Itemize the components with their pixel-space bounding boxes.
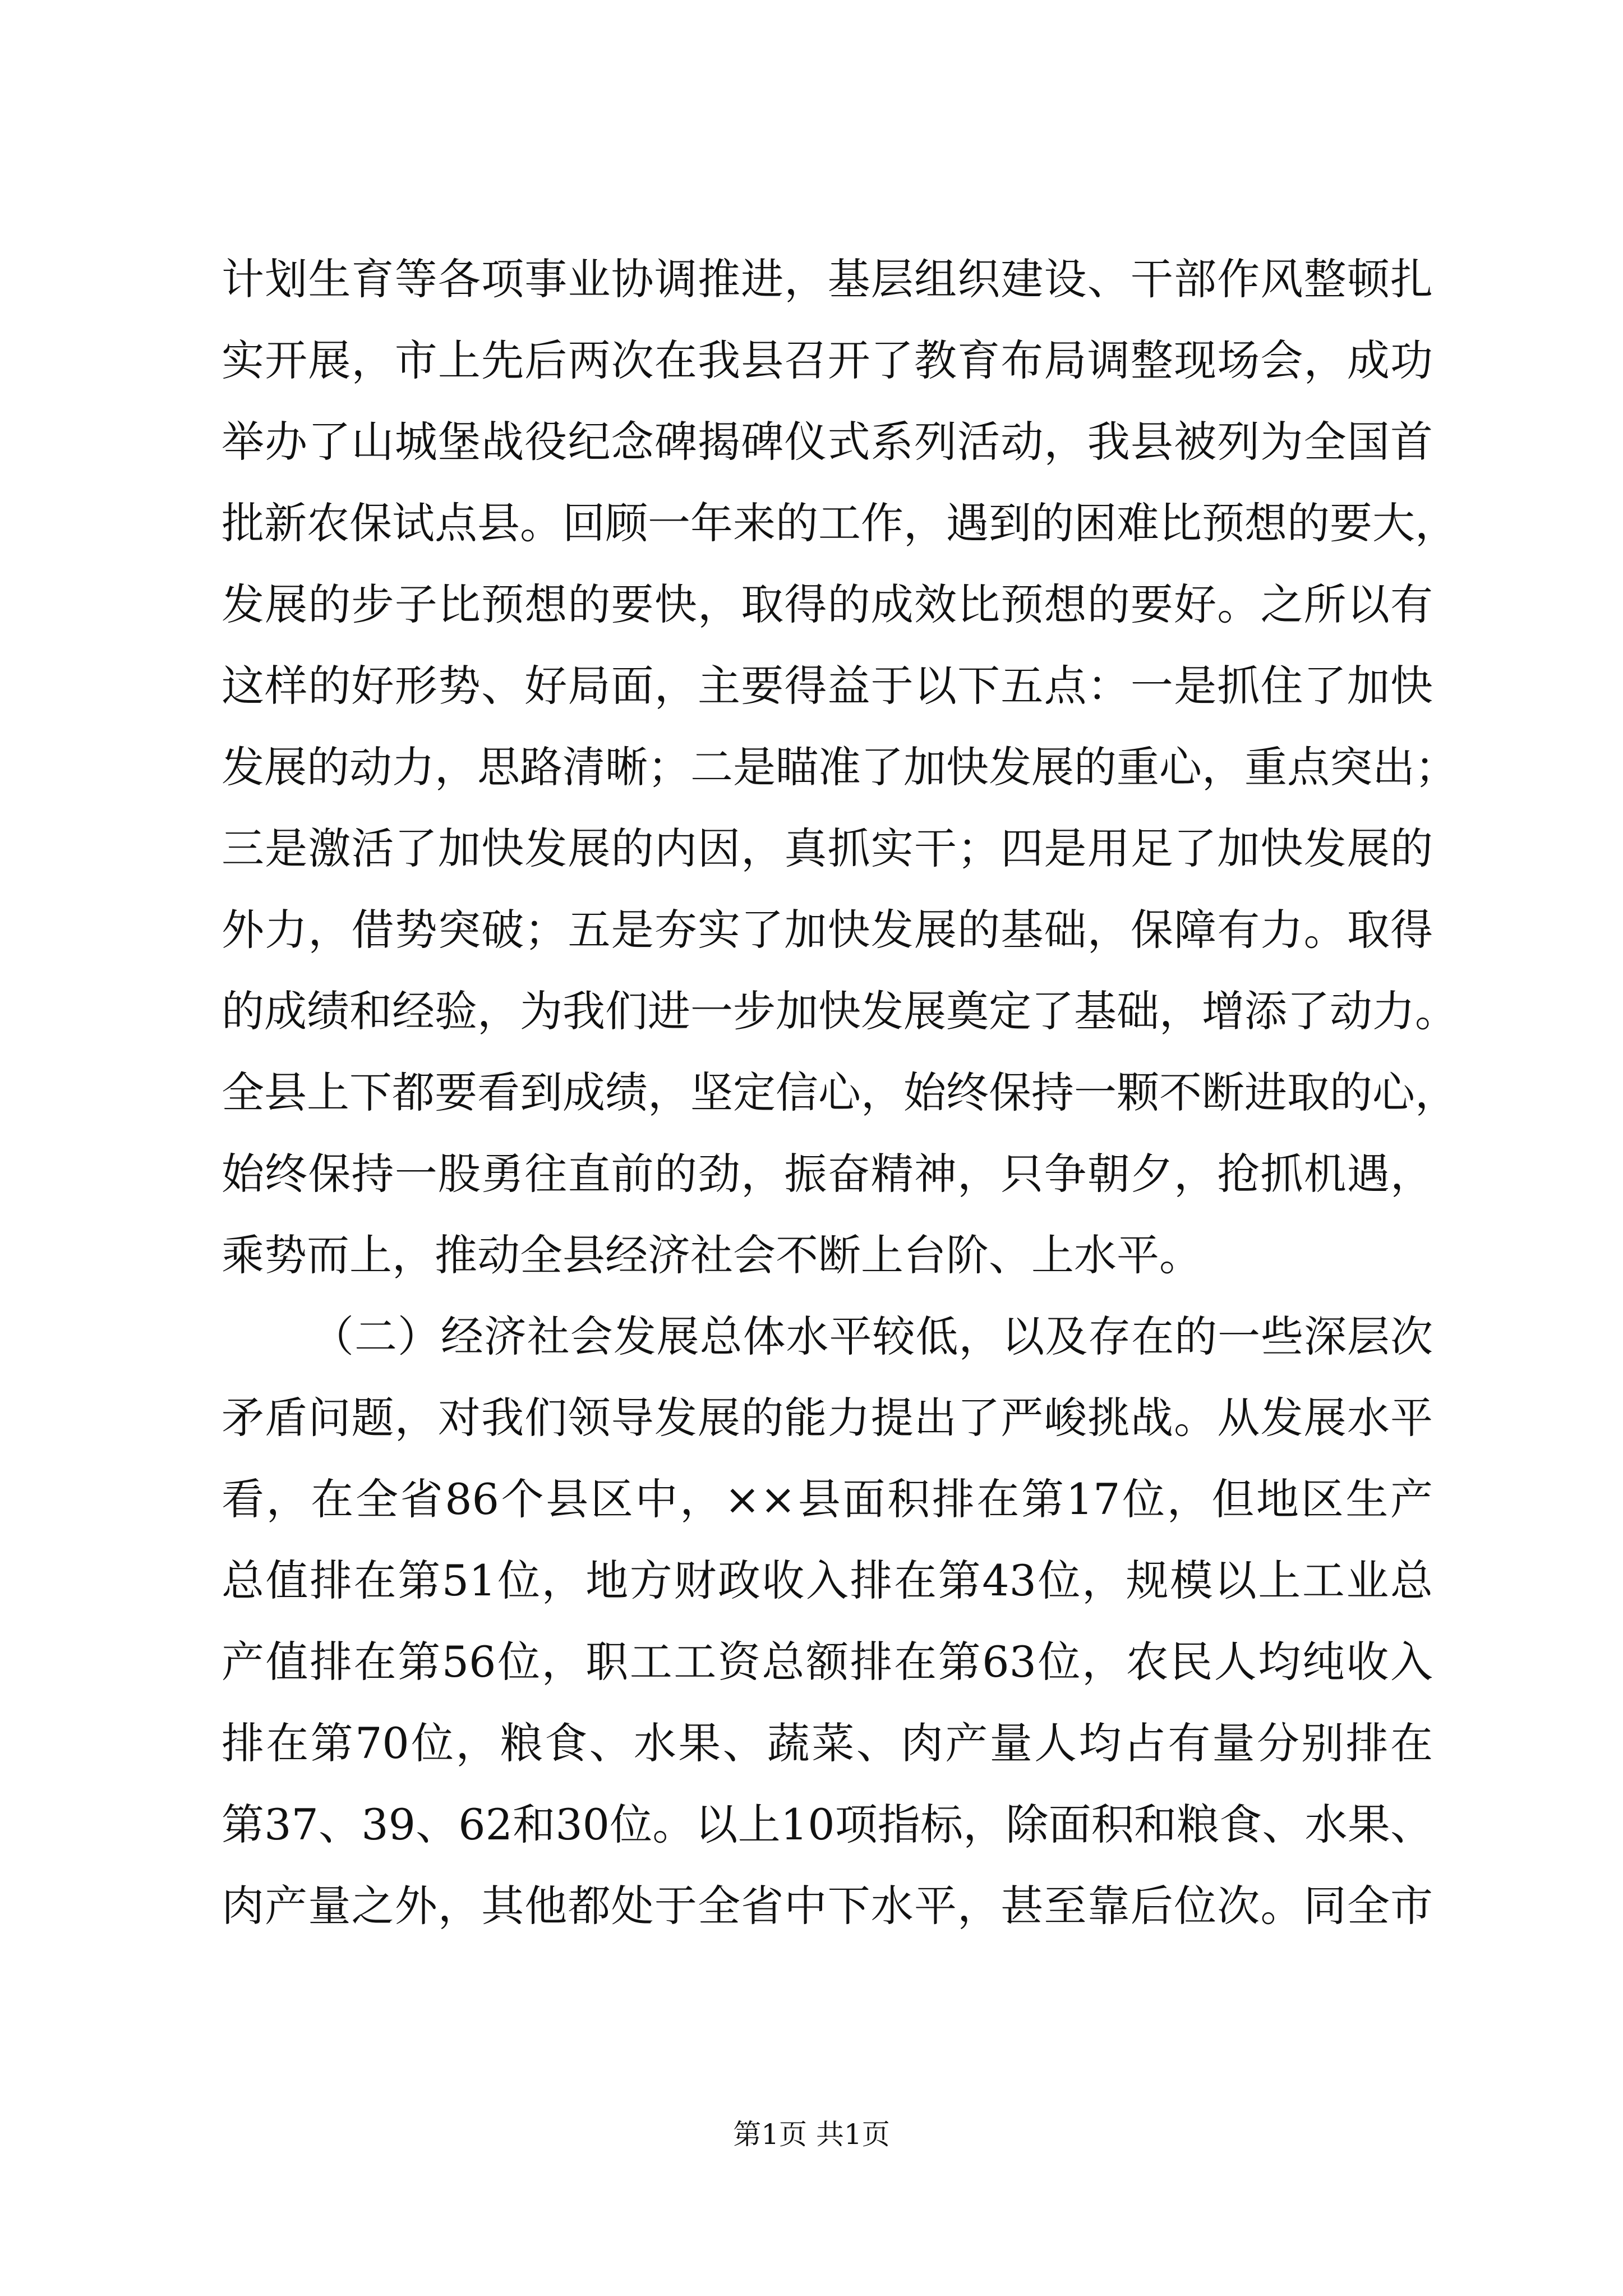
- text-line: 肉产量之外，其他都处于全省中下水平，甚至靠后位次。同全市: [222, 1881, 1433, 1931]
- text-line: 乘势而上，推动全县经济社会不断上台阶、上水平。: [222, 1230, 1202, 1280]
- text-line: 批新农保试点县。回顾一年来的工作，遇到的困难比预想的要大，: [222, 498, 1458, 548]
- text-line: 举办了山城堡战役纪念碑揭碑仪式系列活动，我县被列为全国首: [222, 417, 1433, 467]
- text-line: 看，在全省86个县区中，××县面积排在第17位，但地区生产: [222, 1474, 1433, 1524]
- text-line: 这样的好形势、好局面，主要得益于以下五点：一是抓住了加快: [222, 661, 1433, 711]
- text-line: 的成绩和经验，为我们进一步加快发展奠定了基础，增添了动力。: [222, 986, 1458, 1036]
- text-line: 全县上下都要看到成绩，坚定信心，始终保持一颗不断进取的心，: [222, 1068, 1458, 1117]
- text-line: 矛盾问题，对我们领导发展的能力提出了严峻挑战。从发展水平: [222, 1393, 1433, 1443]
- text-line: 总值排在第51位，地方财政收入排在第43位，规模以上工业总: [222, 1556, 1433, 1605]
- text-line: 发展的步子比预想的要快，取得的成效比预想的要好。之所以有: [222, 579, 1433, 629]
- text-line: 实开展，市上先后两次在我县召开了教育布局调整现场会，成功: [222, 335, 1433, 385]
- text-line: 三是激活了加快发展的内因，真抓实干；四是用足了加快发展的: [222, 823, 1433, 873]
- page-footer: 第1页 共1页: [733, 2118, 890, 2151]
- text-line: 发展的动力，思路清晰；二是瞄准了加快发展的重心，重点突出；: [222, 742, 1458, 792]
- text-line: 计划生育等各项事业协调推进，基层组织建设、干部作风整顿扎: [222, 254, 1433, 304]
- text-line: （二）经济社会发展总体水平较低，以及存在的一些深层次: [311, 1312, 1433, 1361]
- text-line: 第37、39、62和30位。以上10项指标，除面积和粮食、水果、: [222, 1800, 1433, 1849]
- text-line: 始终保持一股勇往直前的劲，振奋精神，只争朝夕，抢抓机遇，: [222, 1149, 1433, 1199]
- text-line: 外力，借势突破；五是夯实了加快发展的基础，保障有力。取得: [222, 905, 1433, 955]
- text-line: 产值排在第56位，职工工资总额排在第63位，农民人均纯收入: [222, 1637, 1433, 1687]
- text-line: 排在第70位，粮食、水果、蔬菜、肉产量人均占有量分别排在: [222, 1718, 1433, 1768]
